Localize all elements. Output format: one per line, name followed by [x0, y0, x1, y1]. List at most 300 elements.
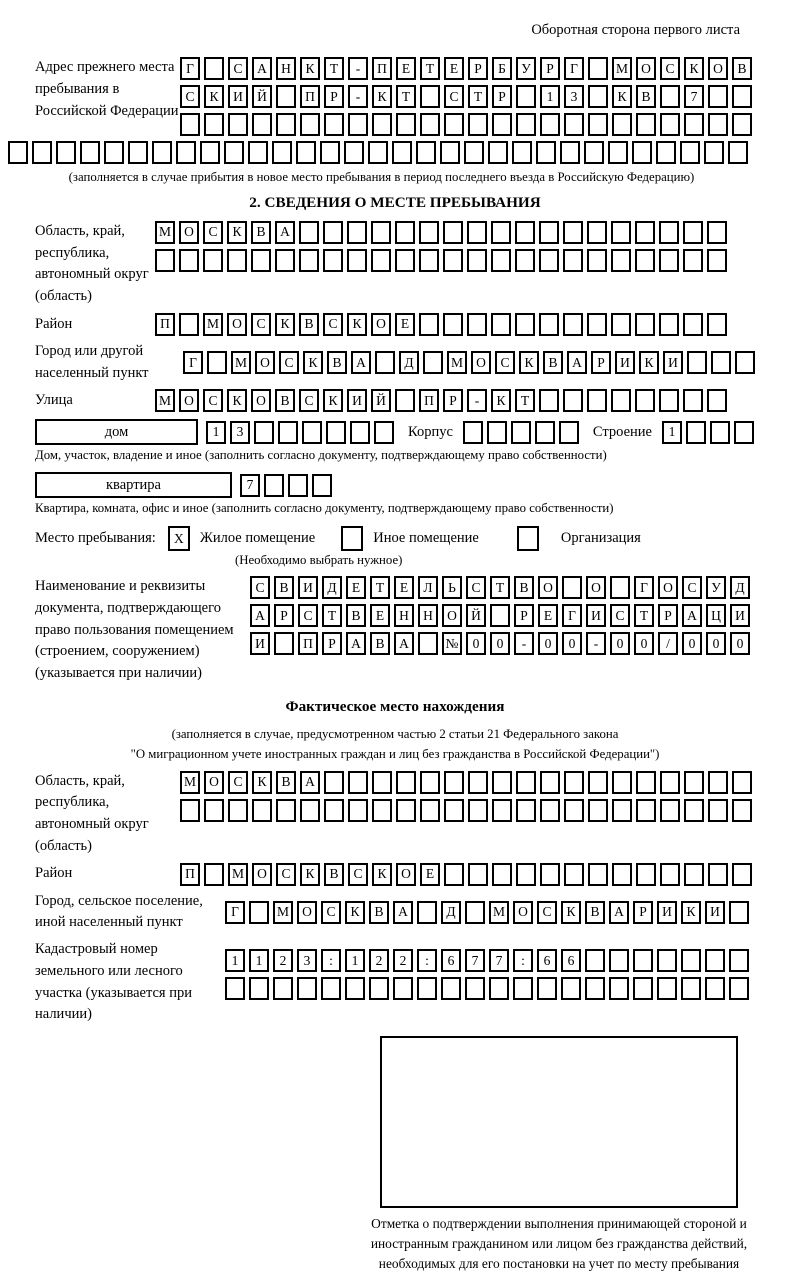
- char-cell[interactable]: [324, 771, 344, 794]
- char-cell[interactable]: [228, 799, 248, 822]
- char-cell[interactable]: [539, 313, 559, 336]
- char-cell[interactable]: П: [180, 863, 200, 886]
- char-cell[interactable]: [345, 977, 365, 1000]
- char-cell[interactable]: [204, 57, 224, 80]
- char-cell[interactable]: [396, 799, 416, 822]
- char-cell[interactable]: [395, 249, 415, 272]
- char-cell[interactable]: [635, 221, 655, 244]
- char-cell[interactable]: К: [345, 901, 365, 924]
- char-cell[interactable]: С: [660, 57, 680, 80]
- char-cell[interactable]: [348, 771, 368, 794]
- char-cell[interactable]: К: [684, 57, 704, 80]
- char-cell[interactable]: К: [372, 85, 392, 108]
- char-cell[interactable]: С: [348, 863, 368, 886]
- char-cell[interactable]: [395, 221, 415, 244]
- char-cell[interactable]: Р: [633, 901, 653, 924]
- char-cell[interactable]: [686, 421, 706, 444]
- char-cell[interactable]: 6: [537, 949, 557, 972]
- char-cell[interactable]: [680, 141, 700, 164]
- char-cell[interactable]: [609, 977, 629, 1000]
- char-cell[interactable]: Р: [591, 351, 611, 374]
- char-cell[interactable]: [729, 949, 749, 972]
- char-cell[interactable]: М: [231, 351, 251, 374]
- char-cell[interactable]: Д: [441, 901, 461, 924]
- char-cell[interactable]: [633, 977, 653, 1000]
- char-cell[interactable]: [249, 901, 269, 924]
- char-cell[interactable]: Д: [399, 351, 419, 374]
- char-cell[interactable]: [684, 113, 704, 136]
- char-cell[interactable]: [516, 863, 536, 886]
- char-cell[interactable]: [302, 421, 322, 444]
- char-cell[interactable]: Р: [443, 389, 463, 412]
- char-cell[interactable]: [32, 141, 52, 164]
- char-cell[interactable]: Н: [418, 604, 438, 627]
- char-cell[interactable]: [611, 249, 631, 272]
- char-cell[interactable]: [324, 113, 344, 136]
- char-cell[interactable]: [587, 249, 607, 272]
- char-cell[interactable]: О: [471, 351, 491, 374]
- char-cell[interactable]: [563, 389, 583, 412]
- char-cell[interactable]: [683, 249, 703, 272]
- char-cell[interactable]: [539, 221, 559, 244]
- char-cell[interactable]: [369, 977, 389, 1000]
- char-cell[interactable]: Е: [394, 576, 414, 599]
- char-cell[interactable]: [561, 977, 581, 1000]
- char-cell[interactable]: О: [204, 771, 224, 794]
- char-cell[interactable]: П: [300, 85, 320, 108]
- char-cell[interactable]: И: [250, 632, 270, 655]
- char-cell[interactable]: И: [228, 85, 248, 108]
- char-cell[interactable]: [276, 113, 296, 136]
- char-cell[interactable]: 7: [240, 474, 260, 497]
- char-cell[interactable]: [612, 113, 632, 136]
- char-cell[interactable]: М: [273, 901, 293, 924]
- char-cell[interactable]: О: [179, 221, 199, 244]
- char-cell[interactable]: [252, 113, 272, 136]
- char-cell[interactable]: С: [203, 221, 223, 244]
- char-cell[interactable]: К: [347, 313, 367, 336]
- char-cell[interactable]: [326, 421, 346, 444]
- char-cell[interactable]: [635, 313, 655, 336]
- char-cell[interactable]: С: [250, 576, 270, 599]
- char-cell[interactable]: 0: [634, 632, 654, 655]
- char-cell[interactable]: [443, 221, 463, 244]
- char-cell[interactable]: [708, 771, 728, 794]
- char-cell[interactable]: [705, 977, 725, 1000]
- char-cell[interactable]: К: [491, 389, 511, 412]
- char-cell[interactable]: С: [444, 85, 464, 108]
- char-cell[interactable]: [539, 389, 559, 412]
- char-cell[interactable]: [610, 576, 630, 599]
- char-cell[interactable]: К: [681, 901, 701, 924]
- char-cell[interactable]: [683, 313, 703, 336]
- char-cell[interactable]: О: [297, 901, 317, 924]
- char-cell[interactable]: [468, 771, 488, 794]
- char-cell[interactable]: [491, 221, 511, 244]
- char-cell[interactable]: [516, 85, 536, 108]
- char-cell[interactable]: 2: [369, 949, 389, 972]
- char-cell[interactable]: -: [467, 389, 487, 412]
- char-cell[interactable]: [374, 421, 394, 444]
- char-cell[interactable]: [660, 799, 680, 822]
- char-cell[interactable]: [273, 977, 293, 1000]
- char-cell[interactable]: Е: [396, 57, 416, 80]
- char-cell[interactable]: И: [663, 351, 683, 374]
- char-cell[interactable]: [636, 799, 656, 822]
- char-cell[interactable]: Ц: [706, 604, 726, 627]
- char-cell[interactable]: Л: [418, 576, 438, 599]
- char-cell[interactable]: Е: [420, 863, 440, 886]
- char-cell[interactable]: [396, 113, 416, 136]
- char-cell[interactable]: О: [371, 313, 391, 336]
- char-cell[interactable]: С: [279, 351, 299, 374]
- char-cell[interactable]: [562, 576, 582, 599]
- char-cell[interactable]: [656, 141, 676, 164]
- char-cell[interactable]: [708, 85, 728, 108]
- char-cell[interactable]: [687, 351, 707, 374]
- char-cell[interactable]: К: [372, 863, 392, 886]
- char-cell[interactable]: С: [228, 57, 248, 80]
- char-cell[interactable]: [511, 421, 531, 444]
- char-cell[interactable]: Е: [346, 576, 366, 599]
- char-cell[interactable]: [347, 249, 367, 272]
- char-cell[interactable]: [418, 632, 438, 655]
- char-cell[interactable]: [274, 632, 294, 655]
- char-cell[interactable]: К: [303, 351, 323, 374]
- char-cell[interactable]: 1: [249, 949, 269, 972]
- char-cell[interactable]: [660, 863, 680, 886]
- char-cell[interactable]: [180, 799, 200, 822]
- char-cell[interactable]: [204, 799, 224, 822]
- char-cell[interactable]: Р: [540, 57, 560, 80]
- char-cell[interactable]: [368, 141, 388, 164]
- char-cell[interactable]: К: [612, 85, 632, 108]
- char-cell[interactable]: [683, 221, 703, 244]
- char-cell[interactable]: [176, 141, 196, 164]
- char-cell[interactable]: 2: [273, 949, 293, 972]
- char-cell[interactable]: [180, 113, 200, 136]
- char-cell[interactable]: 0: [538, 632, 558, 655]
- char-cell[interactable]: [344, 141, 364, 164]
- char-cell[interactable]: 6: [561, 949, 581, 972]
- char-cell[interactable]: [512, 141, 532, 164]
- char-cell[interactable]: -: [514, 632, 534, 655]
- char-cell[interactable]: С: [495, 351, 515, 374]
- char-cell[interactable]: В: [276, 771, 296, 794]
- char-cell[interactable]: [416, 141, 436, 164]
- char-cell[interactable]: С: [682, 576, 702, 599]
- char-cell[interactable]: В: [636, 85, 656, 108]
- char-cell[interactable]: [200, 141, 220, 164]
- char-cell[interactable]: К: [275, 313, 295, 336]
- char-cell[interactable]: [420, 799, 440, 822]
- char-cell[interactable]: [660, 771, 680, 794]
- char-cell[interactable]: [417, 901, 437, 924]
- char-cell[interactable]: [468, 113, 488, 136]
- char-cell[interactable]: [681, 977, 701, 1000]
- char-cell[interactable]: [516, 771, 536, 794]
- char-cell[interactable]: :: [321, 949, 341, 972]
- char-cell[interactable]: 3: [297, 949, 317, 972]
- char-cell[interactable]: [611, 313, 631, 336]
- char-cell[interactable]: [564, 863, 584, 886]
- char-cell[interactable]: Т: [634, 604, 654, 627]
- char-cell[interactable]: [708, 113, 728, 136]
- char-cell[interactable]: И: [347, 389, 367, 412]
- char-cell[interactable]: [278, 421, 298, 444]
- char-cell[interactable]: [443, 249, 463, 272]
- char-cell[interactable]: 0: [706, 632, 726, 655]
- char-cell[interactable]: П: [298, 632, 318, 655]
- char-cell[interactable]: [536, 141, 556, 164]
- char-cell[interactable]: [419, 221, 439, 244]
- char-cell[interactable]: [467, 313, 487, 336]
- char-cell[interactable]: М: [203, 313, 223, 336]
- char-cell[interactable]: [587, 221, 607, 244]
- char-cell[interactable]: [56, 141, 76, 164]
- char-cell[interactable]: М: [155, 221, 175, 244]
- char-cell[interactable]: 1: [540, 85, 560, 108]
- char-cell[interactable]: В: [251, 221, 271, 244]
- char-cell[interactable]: В: [585, 901, 605, 924]
- char-cell[interactable]: [249, 977, 269, 1000]
- char-cell[interactable]: О: [658, 576, 678, 599]
- char-cell[interactable]: 7: [684, 85, 704, 108]
- char-cell[interactable]: [468, 863, 488, 886]
- char-cell[interactable]: [299, 221, 319, 244]
- char-cell[interactable]: [225, 977, 245, 1000]
- char-cell[interactable]: [564, 771, 584, 794]
- char-cell[interactable]: Т: [420, 57, 440, 80]
- char-cell[interactable]: М: [155, 389, 175, 412]
- char-cell[interactable]: В: [299, 313, 319, 336]
- char-cell[interactable]: [588, 863, 608, 886]
- char-cell[interactable]: [264, 474, 284, 497]
- char-cell[interactable]: Р: [322, 632, 342, 655]
- char-cell[interactable]: [659, 389, 679, 412]
- char-cell[interactable]: [372, 799, 392, 822]
- char-cell[interactable]: [559, 421, 579, 444]
- char-cell[interactable]: [588, 85, 608, 108]
- char-cell[interactable]: Т: [322, 604, 342, 627]
- char-cell[interactable]: А: [394, 632, 414, 655]
- char-cell[interactable]: 7: [489, 949, 509, 972]
- char-cell[interactable]: [275, 249, 295, 272]
- char-cell[interactable]: [128, 141, 148, 164]
- char-cell[interactable]: 7: [465, 949, 485, 972]
- char-cell[interactable]: [179, 313, 199, 336]
- char-cell[interactable]: И: [298, 576, 318, 599]
- char-cell[interactable]: Т: [396, 85, 416, 108]
- char-cell[interactable]: О: [252, 863, 272, 886]
- char-cell[interactable]: [392, 141, 412, 164]
- char-cell[interactable]: П: [419, 389, 439, 412]
- char-cell[interactable]: [560, 141, 580, 164]
- char-cell[interactable]: [467, 221, 487, 244]
- char-cell[interactable]: А: [250, 604, 270, 627]
- char-cell[interactable]: [729, 977, 749, 1000]
- char-cell[interactable]: [228, 113, 248, 136]
- char-cell[interactable]: 0: [610, 632, 630, 655]
- char-cell[interactable]: [423, 351, 443, 374]
- char-cell[interactable]: 6: [441, 949, 461, 972]
- char-cell[interactable]: В: [275, 389, 295, 412]
- char-cell[interactable]: У: [516, 57, 536, 80]
- char-cell[interactable]: Н: [276, 57, 296, 80]
- char-cell[interactable]: X: [168, 526, 190, 551]
- char-cell[interactable]: [420, 85, 440, 108]
- char-cell[interactable]: [563, 313, 583, 336]
- char-cell[interactable]: [419, 313, 439, 336]
- char-cell[interactable]: О: [179, 389, 199, 412]
- char-cell[interactable]: К: [252, 771, 272, 794]
- char-cell[interactable]: [681, 949, 701, 972]
- char-cell[interactable]: [8, 141, 28, 164]
- char-cell[interactable]: [564, 799, 584, 822]
- char-cell[interactable]: В: [369, 901, 389, 924]
- char-cell[interactable]: [324, 799, 344, 822]
- char-cell[interactable]: [729, 901, 749, 924]
- char-cell[interactable]: [635, 389, 655, 412]
- char-cell[interactable]: А: [682, 604, 702, 627]
- char-cell[interactable]: П: [155, 313, 175, 336]
- char-cell[interactable]: [516, 113, 536, 136]
- char-cell[interactable]: К: [323, 389, 343, 412]
- char-cell[interactable]: Н: [394, 604, 414, 627]
- char-cell[interactable]: [463, 421, 483, 444]
- char-cell[interactable]: [585, 977, 605, 1000]
- char-cell[interactable]: О: [255, 351, 275, 374]
- char-cell[interactable]: [419, 249, 439, 272]
- char-cell[interactable]: [207, 351, 227, 374]
- char-cell[interactable]: [584, 141, 604, 164]
- char-cell[interactable]: М: [489, 901, 509, 924]
- char-cell[interactable]: [633, 949, 653, 972]
- char-cell[interactable]: У: [706, 576, 726, 599]
- char-cell[interactable]: К: [204, 85, 224, 108]
- char-cell[interactable]: Т: [468, 85, 488, 108]
- char-cell[interactable]: -: [348, 85, 368, 108]
- char-cell[interactable]: [684, 799, 704, 822]
- char-cell[interactable]: [395, 389, 415, 412]
- char-cell[interactable]: [444, 863, 464, 886]
- char-cell[interactable]: [371, 221, 391, 244]
- char-cell[interactable]: С: [180, 85, 200, 108]
- char-cell[interactable]: Т: [515, 389, 535, 412]
- char-cell[interactable]: [323, 221, 343, 244]
- char-cell[interactable]: К: [561, 901, 581, 924]
- char-cell[interactable]: В: [514, 576, 534, 599]
- char-cell[interactable]: 1: [225, 949, 245, 972]
- char-cell[interactable]: [540, 863, 560, 886]
- char-cell[interactable]: [612, 771, 632, 794]
- char-cell[interactable]: [732, 799, 752, 822]
- char-cell[interactable]: О: [708, 57, 728, 80]
- char-cell[interactable]: 0: [682, 632, 702, 655]
- char-cell[interactable]: [155, 249, 175, 272]
- char-cell[interactable]: [660, 85, 680, 108]
- char-cell[interactable]: [490, 604, 510, 627]
- char-cell[interactable]: [728, 141, 748, 164]
- char-cell[interactable]: Г: [564, 57, 584, 80]
- char-cell[interactable]: [492, 799, 512, 822]
- char-cell[interactable]: [296, 141, 316, 164]
- char-cell[interactable]: -: [348, 57, 368, 80]
- char-cell[interactable]: Г: [180, 57, 200, 80]
- char-cell[interactable]: [372, 113, 392, 136]
- char-cell[interactable]: Р: [492, 85, 512, 108]
- char-cell[interactable]: [276, 799, 296, 822]
- char-cell[interactable]: :: [513, 949, 533, 972]
- char-cell[interactable]: 0: [490, 632, 510, 655]
- char-cell[interactable]: Й: [252, 85, 272, 108]
- char-cell[interactable]: [252, 799, 272, 822]
- char-cell[interactable]: [660, 113, 680, 136]
- char-cell[interactable]: [657, 977, 677, 1000]
- char-cell[interactable]: С: [251, 313, 271, 336]
- char-cell[interactable]: В: [732, 57, 752, 80]
- char-cell[interactable]: [734, 421, 754, 444]
- char-cell[interactable]: Д: [322, 576, 342, 599]
- char-cell[interactable]: [443, 313, 463, 336]
- char-cell[interactable]: О: [396, 863, 416, 886]
- char-cell[interactable]: [393, 977, 413, 1000]
- char-cell[interactable]: [732, 771, 752, 794]
- char-cell[interactable]: [611, 389, 631, 412]
- char-cell[interactable]: [396, 771, 416, 794]
- char-cell[interactable]: [203, 249, 223, 272]
- char-cell[interactable]: Е: [370, 604, 390, 627]
- char-cell[interactable]: [152, 141, 172, 164]
- char-cell[interactable]: [297, 977, 317, 1000]
- char-cell[interactable]: [659, 221, 679, 244]
- char-cell[interactable]: А: [393, 901, 413, 924]
- char-cell[interactable]: [732, 113, 752, 136]
- char-cell[interactable]: [732, 85, 752, 108]
- char-cell[interactable]: В: [543, 351, 563, 374]
- char-cell[interactable]: [80, 141, 100, 164]
- char-cell[interactable]: [612, 863, 632, 886]
- char-cell[interactable]: [465, 901, 485, 924]
- char-cell[interactable]: О: [538, 576, 558, 599]
- char-cell[interactable]: П: [372, 57, 392, 80]
- char-cell[interactable]: Р: [514, 604, 534, 627]
- char-cell[interactable]: [515, 249, 535, 272]
- char-cell[interactable]: И: [615, 351, 635, 374]
- char-cell[interactable]: А: [275, 221, 295, 244]
- char-cell[interactable]: [341, 526, 363, 551]
- char-cell[interactable]: [375, 351, 395, 374]
- char-cell[interactable]: К: [300, 57, 320, 80]
- char-cell[interactable]: [348, 799, 368, 822]
- char-cell[interactable]: [491, 313, 511, 336]
- char-cell[interactable]: 0: [562, 632, 582, 655]
- char-cell[interactable]: [708, 863, 728, 886]
- char-cell[interactable]: [707, 313, 727, 336]
- char-cell[interactable]: Е: [395, 313, 415, 336]
- char-cell[interactable]: [420, 113, 440, 136]
- char-cell[interactable]: [659, 313, 679, 336]
- char-cell[interactable]: 3: [564, 85, 584, 108]
- char-cell[interactable]: [635, 249, 655, 272]
- char-cell[interactable]: С: [323, 313, 343, 336]
- char-cell[interactable]: [537, 977, 557, 1000]
- char-cell[interactable]: [585, 949, 605, 972]
- char-cell[interactable]: [444, 799, 464, 822]
- char-cell[interactable]: [683, 389, 703, 412]
- char-cell[interactable]: В: [370, 632, 390, 655]
- char-cell[interactable]: С: [610, 604, 630, 627]
